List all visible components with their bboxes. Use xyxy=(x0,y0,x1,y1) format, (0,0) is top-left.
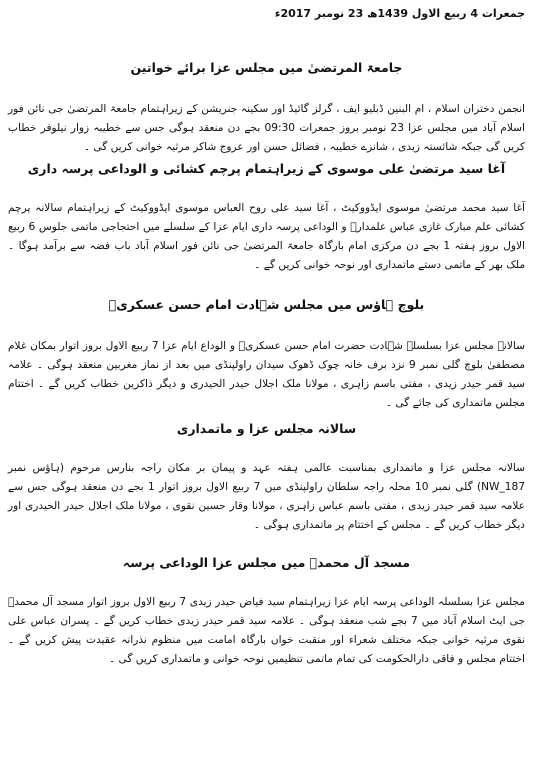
section-body: مجلس عزا بسلسلہ الوداعی پرسہ ایام عزا زیراہتمام سید فیاض حیدر زیدی 7 ربیع الاول بروز اتوار مسجد آل محمدؐ جی ایٹ اسلام آباد میں 7 بجے شب منعقد ہوگی ۔ علامہ سید قمر حیدر زیدی خطاب کریں گے ۔ پسران عباس علی نقوی مرثیہ خوانی جبکہ مختلف شعراء اور منقبت خواں بارگاہ امامت میں منظوم نذرانہ عقیدت پیش کریں گے ۔ اختتام مجلس و فاقی دارالحکومت کی تمام ماتمی تنظیمیں نوحہ خوانی و ماتمداری کریں گی ۔ xyxy=(8,596,525,665)
section-body: سالانہ مجلس عزا بسلسلہ شہادت حضرت امام حسن عسکریؑ و الوداع ایام عزا 7 ربیع الاول بروز اتوار بمکان غلام مصطفیٰ بلوچ گلی نمبر 9 نزد برف خانہ چوک ڈھوک سیدان راولپنڈی میں بعد از نماز مغربین منعقد ہوگی ۔ علامہ سید قمر حیدر زیدی ، مفتی باسم زاہری ، مولانا ملک اجلال حیدر الحیدری و دیگر ذاکرین خطاب کریں گے ۔ اختتام مجلس ماتمداری کی جائے گی ۔ xyxy=(8,340,526,409)
section-heading: بلوچ ہاؤس میں مجلس شہادت امام حسن عسکریؑ xyxy=(108,297,425,312)
section-heading: آغا سید مرتضیٰ علی موسوی کے زیراہتمام پرچم کشائی و الوداعی پرسہ داری xyxy=(27,161,506,176)
dateline: جمعرات 4 ربیع الاول 1439ھ 23 نومبر 2017ء xyxy=(274,7,525,20)
section-body: انجمن دختران اسلام ، ام البنین ڈبلیو ایف ، گرلز گائیڈ اور سکینہ جنریشن کے زیراہتمام جامعۃ المرتضیٰ جی نائن فور اسلام آباد میں مجلس عزا 23 نومبر بروز جمعرات 09:30 بجے دن منعقد ہوگی جس سے خطیبہ زوار نیلوفر خطاب کریں گی جبکہ شائستہ زیدی ، شانزے خطیبہ ، فضائل حسن اور عروج شاکر مرثیہ خوانی کریں گی ۔ xyxy=(8,103,525,153)
section-body: سالانہ مجلس عزا و ماتمداری بمناسبت عالمی ہفتہ عہد و پیمان بر مکان راجہ بنارس مرحوم (ہاؤس نمبر NW_187) گلی نمبر 10 محلہ راجہ سلطان راولپنڈی میں 7 ربیع الاول بروز اتوار 1 بجے دن منعقد ہوگی جس سے علامہ سید قمر حیدر زیدی ، مفتی باسم عباس زاہری ، مولانا وقار حسین نقوی ، مولانا ملک اجلال حیدر الحیدری اور دیگر خطاب کریں گے ۔ مجلس کے اختتام پر ماتمداری ہوگی ۔ xyxy=(8,462,526,531)
section-heading: سالانہ مجلس عزا و ماتمداری xyxy=(176,421,357,436)
section-body: آغا سید محمد مرتضیٰ موسوی ایڈووکیٹ ، آغا سید علی روح العباس موسوی ایڈووکیٹ کے زیراہتمام سالانہ پرچم کشائی علم مبارک غازی عباس علمدارؑ و الوداعی پرسہ داری ایام عزا کے سلسلے میں احتجاجی ماتمی جلوس 6 ربیع الاول بروز ہفتہ 1 بجے دن مرکزی امام بارگاہ جامعۃ المرتضیٰ جی نائن فور اسلام آباد باب فضہ سے برآمد ہوگا ۔ ملک بھر کے ماتمی دستے ماتمداری اور نوحہ خوانی کریں گے ۔ xyxy=(8,202,525,271)
section-heading: جامعۃ المرتضیٰ میں مجلس عزا برائے خواتین xyxy=(130,60,403,75)
section-heading: مسجد آل محمدؐ میں مجلس عزا الوداعی پرسہ xyxy=(122,555,411,570)
